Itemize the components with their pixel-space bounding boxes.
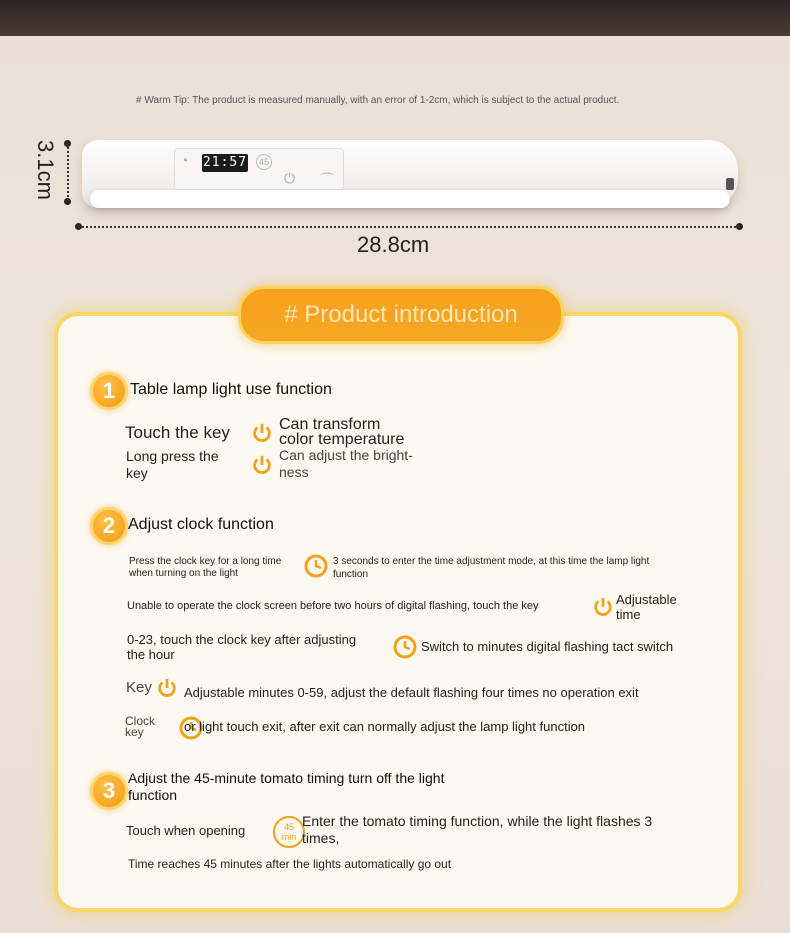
s3-r1-right: Enter the tomato timing function, while the light flashes 3 times,	[302, 813, 653, 846]
width-dimension-line	[78, 226, 740, 228]
s3-r1-left: Touch when opening	[126, 823, 246, 838]
s2-r1-right: 3 seconds to enter the time adjustment mode, at this time the lamp light function	[333, 556, 650, 580]
warm-tip: # Warm Tip: The product is measured manually, with an error of 1-2cm, which is subject to the actual product.	[136, 95, 620, 106]
s2-r2-left: Unable to operate the clock screen before two hours of digital flashing, touch the key	[127, 600, 539, 612]
section2-heading: Adjust clock function	[128, 516, 274, 533]
lamp-power-icon: ⏻	[284, 170, 296, 186]
step-number-3: 3	[90, 772, 128, 810]
s2-r1-left: Press the clock key for a long time when turning on the light	[129, 556, 282, 579]
timer-45-icon: 45	[256, 154, 272, 170]
s2-r2-right: Adjustable time	[616, 592, 677, 622]
s1-brightness: Can adjust the bright- ness	[279, 447, 413, 480]
width-label: 28.8cm	[357, 232, 430, 257]
s2-r5-left: Clock key	[125, 714, 156, 739]
power-icon	[251, 421, 273, 445]
sensor-icon: ⌒	[320, 172, 334, 188]
s2-r4-left: Key	[126, 679, 152, 696]
timer-45-min-icon: 45 min	[273, 816, 305, 848]
height-dimension-line	[67, 143, 69, 201]
clock-icon	[303, 553, 329, 579]
step-number-1: 1	[90, 372, 128, 410]
step-number-2: 2	[90, 507, 128, 545]
s2-r5-right: or light touch exit, after exit can normally adjust the lamp light function	[184, 719, 586, 734]
s2-r3-left: 0-23, touch the clock key after adjusting the hour	[127, 632, 357, 662]
intro-title: # Product introduction	[238, 286, 564, 344]
power-icon	[592, 595, 614, 619]
power-icon	[156, 676, 178, 700]
s1-touch-key: Touch the key	[125, 423, 230, 442]
s3-r2: Time reaches 45 minutes after the lights automatically go out	[128, 857, 452, 871]
s1-color-temp: Can transform color temperature	[279, 416, 405, 448]
s1-long-press: Long press the key	[126, 448, 219, 481]
lamp-clock-display: 21:57	[202, 155, 248, 170]
section3-heading: Adjust the 45-minute tomato timing turn off the light function	[128, 770, 445, 803]
clock-icon	[392, 634, 418, 660]
height-label: 3.1cm	[33, 140, 58, 200]
section1-heading: Table lamp light use function	[130, 381, 332, 398]
s2-r4-right: Adjustable minutes 0-59, adjust the default flashing four times no operation exit	[184, 685, 639, 700]
s2-r3-right: Switch to minutes digital flashing tact switch	[421, 639, 674, 654]
lamp-light-strip	[90, 190, 730, 208]
top-banner	[0, 0, 790, 36]
usb-port-icon	[726, 178, 734, 190]
clock-key-icon: ◔	[180, 152, 189, 168]
power-icon	[251, 453, 273, 477]
